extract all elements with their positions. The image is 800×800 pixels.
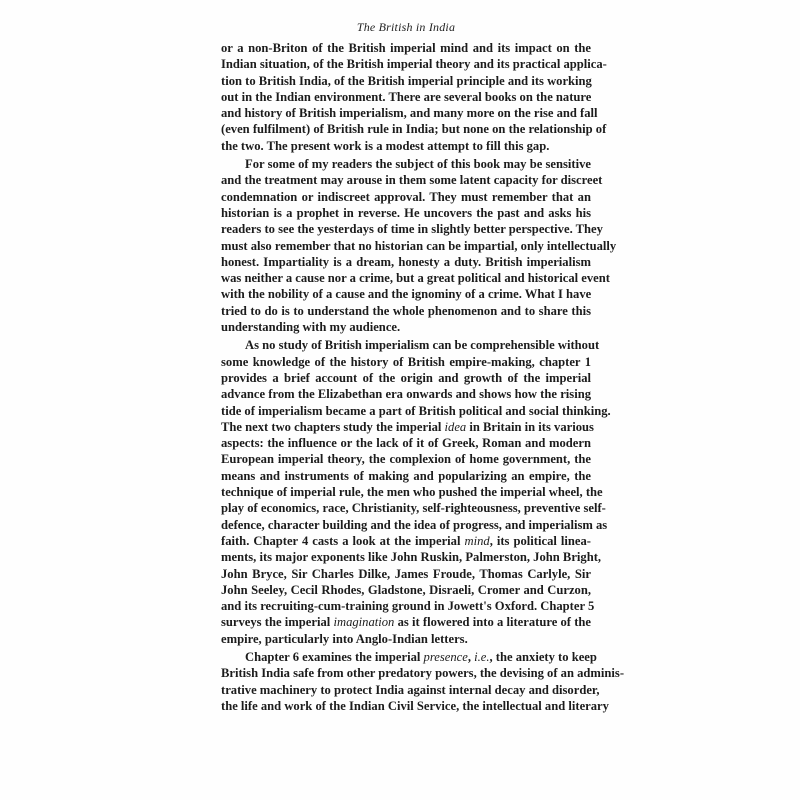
text-line: technique of imperial rule, the men who pushed the imperial wheel, the bbox=[221, 485, 603, 500]
italic-term: mind bbox=[464, 533, 490, 548]
text-line: As no study of British imperialism can be comprehensible without bbox=[245, 338, 600, 353]
text-line: condemnation or indiscreet approval. They must remember that an bbox=[221, 189, 591, 204]
text-line: historian is a prophet in reverse. He uncovers the past and asks his bbox=[221, 205, 591, 220]
text-line: and history of British imperialism, and many more on the rise and fall bbox=[221, 106, 598, 121]
text-line: Indian situation, of the British imperial theory and its practical applica- bbox=[221, 57, 607, 72]
paragraph bbox=[221, 337, 611, 647]
text-line: (even fulfilment) of British rule in India; but none on the relationship of bbox=[221, 122, 607, 137]
text-line: understanding with my audience. bbox=[221, 320, 401, 335]
paragraph bbox=[221, 40, 607, 154]
text-line: empire, particularly into Anglo-Indian letters. bbox=[221, 631, 468, 646]
text-line: aspects: the influence or the lack of it of Greek, Roman and modern bbox=[221, 436, 591, 451]
text-line: and its recruiting-cum-training ground in Jowett's Oxford. Chapter 5 bbox=[221, 599, 595, 614]
text-line: or a non-Briton of the British imperial mind and its impact on the bbox=[221, 41, 591, 55]
text-line: tried to do is to understand the whole phenomenon and to share this bbox=[221, 303, 591, 318]
text-line: John Seeley, Cecil Rhodes, Gladstone, Disraeli, Cromer and Curzon, bbox=[221, 582, 591, 597]
text-line: tide of imperialism became a part of British political and social thinking. bbox=[221, 403, 611, 418]
text-line: was neither a cause nor a crime, but a great political and historical event bbox=[221, 271, 610, 286]
italic-term: idea bbox=[444, 419, 467, 434]
text-line: ments, its major exponents like John Ruskin, Palmerston, John Bright, bbox=[221, 550, 602, 565]
text-line: trative machinery to protect India against internal decay and disorder, bbox=[221, 682, 600, 697]
italic-term: i.e. bbox=[474, 649, 490, 664]
text-line: European imperial theory, the complexion of home government, the bbox=[221, 452, 591, 467]
text-line: defence, character building and the idea of progress, and imperialism as bbox=[221, 517, 608, 532]
text-line: the life and work of the Indian Civil Service, the intellectual and literary bbox=[221, 698, 609, 713]
text-line: Chapter 6 examines the imperial presence, i.e., the anxiety to keep bbox=[245, 649, 597, 664]
text-line: with the nobility of a cause and the ignominy of a crime. What I have bbox=[221, 287, 592, 302]
text-line: tion to British India, of the British imperial principle and its working bbox=[221, 73, 592, 88]
paragraph bbox=[221, 649, 625, 714]
text-line: advance from the Elizabethan era onwards and shows how the rising bbox=[221, 387, 591, 402]
body-text bbox=[221, 40, 625, 714]
text-line: play of economics, race, Christianity, self-righteousness, preventive self- bbox=[221, 501, 606, 516]
running-head: The British in India bbox=[356, 20, 456, 34]
text-line: some knowledge of the history of British empire-making, chapter 1 bbox=[221, 354, 591, 369]
text-line: and the treatment may arouse in them some latent capacity for discreet bbox=[221, 173, 603, 188]
text-line: readers to see the yesterdays of time in slightly better perspective. They bbox=[221, 222, 603, 237]
text-line: the two. The present work is a modest attempt to fill this gap. bbox=[221, 138, 550, 153]
text-line: For some of my readers the subject of this book may be sensitive bbox=[245, 157, 591, 172]
text-line: faith. Chapter 4 casts a look at the imperial mind, its political linea- bbox=[221, 533, 591, 548]
italic-term: imagination bbox=[333, 615, 395, 630]
text-line: John Bryce, Sir Charles Dilke, James Froude, Thomas Carlyle, Sir bbox=[221, 566, 591, 581]
text-line: honest. Impartiality is a dream, honesty a duty. British imperialism bbox=[221, 254, 591, 269]
paragraph bbox=[221, 156, 617, 335]
text-line: out in the Indian environment. There are several books on the nature bbox=[221, 89, 592, 104]
text-line: British India safe from other predatory powers, the devising of an adminis- bbox=[221, 666, 625, 681]
italic-term: presence bbox=[423, 649, 468, 664]
text-line: provides a brief account of the origin and growth of the imperial bbox=[221, 370, 591, 385]
text-line: means and instruments of making and popularizing an empire, the bbox=[221, 468, 591, 483]
text-line: surveys the imperial imagination as it flowered into a literature of the bbox=[221, 615, 591, 630]
text-line: must also remember that no historian can be impartial, only intellectually bbox=[221, 238, 617, 253]
text-line: The next two chapters study the imperial idea in Britain in its various bbox=[221, 419, 594, 434]
